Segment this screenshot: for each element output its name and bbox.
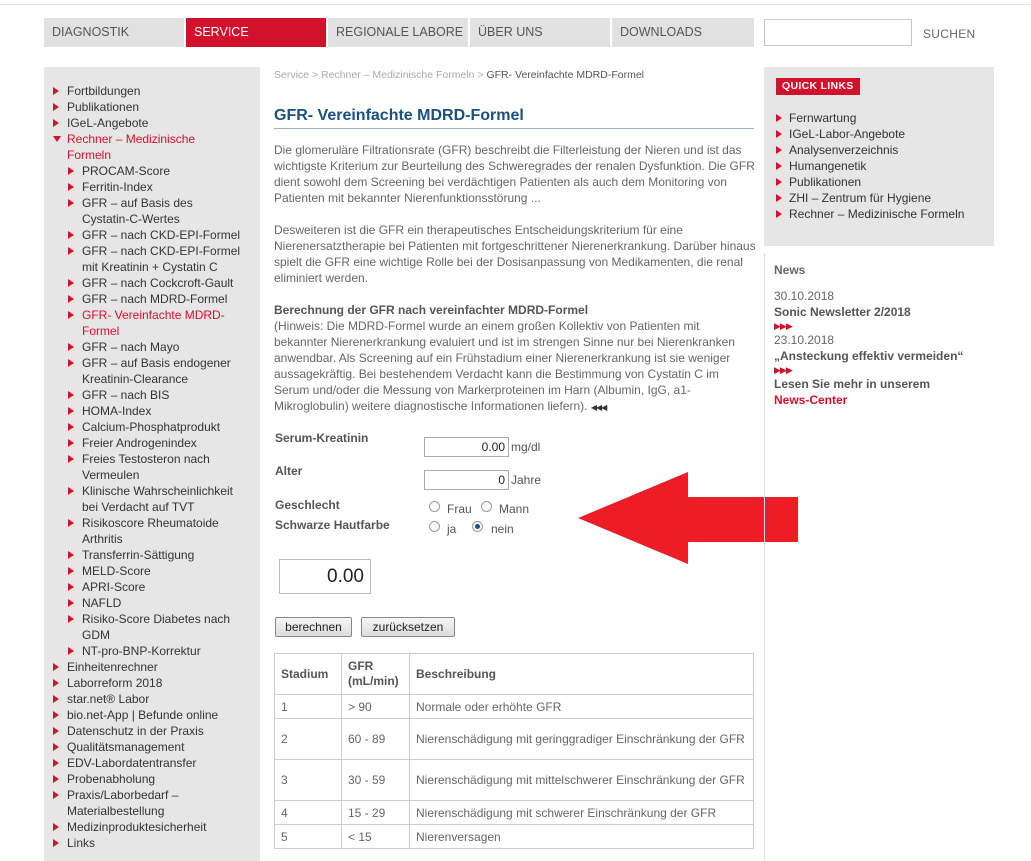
table-row: [275, 760, 754, 801]
creatinine-unit: mg/dl: [511, 440, 541, 454]
table-cell: > 90: [342, 695, 410, 719]
sidebar-item-edv[interactable]: EDV-Labordatentransfer: [53, 755, 253, 771]
sidebar-item-links[interactable]: Links: [53, 835, 253, 851]
table-cell: Nierenversagen: [410, 825, 754, 849]
bullet-arrow-icon: [68, 423, 74, 431]
gfr-stage-table: [274, 653, 754, 849]
bullet-arrow-icon: [68, 295, 74, 303]
sidebar-subitem-procam[interactable]: PROCAM-Score: [68, 163, 248, 179]
bullet-arrow-icon: [776, 194, 782, 202]
quick-link-publikationen[interactable]: Publikationen: [776, 174, 986, 190]
news-heading: News: [774, 263, 806, 277]
sex-radio-frau[interactable]: [429, 501, 440, 512]
sidebar-subitem-nafld[interactable]: NAFLD: [68, 595, 248, 611]
calculation-note-text: (Hinweis: Die MDRD-Formel wurde an einem großen Kollektiv von Patienten mit bekannter Nierenerkrankung evaluiert und ist im strengen Sinne nur bei Nierenkranken anwendbar. Als Screening auf ein Frühstadium einer Nierenerkrankung ist sie weniger aussagekräftig. Bei bestehendem Verdacht kann die Bestimmung von Cystatin C im Serum und/oder die Messung von Markerproteinen im Harn (Albumin, IgG, a1-Mikroglobulin) weitere diagnostische Informationen liefern).: [274, 319, 735, 413]
sidebar-subitem-gfr-mdrd[interactable]: GFR – nach MDRD-Formel: [68, 291, 248, 307]
bullet-arrow-icon: [53, 759, 59, 767]
bullet-arrow-icon: [68, 487, 74, 495]
bullet-arrow-icon: [68, 599, 74, 607]
sidebar-subitem-gfr-cystatin[interactable]: GFR – auf Basis des Cystatin-C-Wertes: [68, 195, 203, 227]
bullet-arrow-icon: [53, 119, 59, 127]
bullet-arrow-icon: [776, 210, 782, 218]
sidebar-item-igel-angebote[interactable]: IGeL-Angebote: [53, 115, 253, 131]
breadcrumb-current: GFR- Vereinfachte MDRD-Formel: [486, 69, 644, 81]
bullet-arrow-icon: [776, 178, 782, 186]
bullet-arrow-icon: [776, 114, 782, 122]
skin-radio-ja[interactable]: [429, 521, 440, 532]
bullet-arrow-icon: [53, 839, 59, 847]
sidebar-item-laborreform[interactable]: Laborreform 2018: [53, 675, 253, 691]
bullet-arrow-icon: [53, 87, 59, 95]
sidebar-subitem-ferritin[interactable]: Ferritin-Index: [68, 179, 248, 195]
expanded-arrow-icon: [53, 136, 61, 142]
bullet-arrow-icon: [53, 743, 59, 751]
reset-button[interactable]: zurücksetzen: [361, 617, 455, 637]
bullet-arrow-icon: [53, 663, 59, 671]
sidebar-subitem-gfr-vereinfacht-mdrd[interactable]: GFR- Vereinfachte MDRD-Formel: [68, 307, 228, 339]
back-arrows-icon[interactable]: ◀◀◀: [590, 403, 607, 412]
bullet-arrow-icon: [53, 727, 59, 735]
search-button[interactable]: SUCHEN: [923, 27, 976, 41]
sidebar-subitem-calcium-phosphat[interactable]: Calcium-Phosphatprodukt: [68, 419, 248, 435]
bullet-arrow-icon: [68, 247, 74, 255]
sidebar-subitem-transferrin[interactable]: Transferrin-Sättigung: [68, 547, 248, 563]
bullet-arrow-icon: [68, 439, 74, 447]
age-label: Alter: [275, 464, 303, 478]
bullet-arrow-icon: [68, 551, 74, 559]
sidebar-subitem-gfr-ckd-epi-cystatin[interactable]: GFR – nach CKD-EPI-Formel mit Kreatinin + Cystatin C: [68, 243, 248, 275]
sidebar-subitem-gfr-cockcroft[interactable]: GFR – nach Cockcroft-Gault: [68, 275, 248, 291]
creatinine-label: Serum-Kreatinin: [275, 431, 369, 445]
table-row: [275, 801, 754, 825]
table-cell: Nierenschädigung mit mittelschwerer Einschränkung der GFR: [410, 760, 754, 801]
table-header-row: [275, 654, 754, 695]
bullet-arrow-icon: [68, 343, 74, 351]
bullet-arrow-icon: [53, 695, 59, 703]
page-title: GFR- Vereinfachte MDRD-Formel: [274, 107, 524, 124]
calculate-button[interactable]: berechnen: [275, 617, 352, 637]
search-input[interactable]: [764, 19, 912, 46]
bullet-arrow-icon: [68, 647, 74, 655]
table-cell: 4: [275, 801, 342, 825]
sex-label: Geschlecht: [275, 498, 340, 512]
table-cell: < 15: [342, 825, 410, 849]
age-input[interactable]: 0: [424, 470, 509, 490]
bullet-arrow-icon: [68, 199, 74, 207]
table-cell: 15 - 29: [342, 801, 410, 825]
quick-links-box: [764, 67, 994, 246]
sidebar-subitem-nt-pro-bnp[interactable]: NT-pro-BNP-Korrektur: [68, 643, 248, 659]
bullet-arrow-icon: [53, 791, 59, 799]
news-divider: [764, 253, 765, 861]
table-cell: 5: [275, 825, 342, 849]
table-row: [275, 825, 754, 849]
sidebar-item-praxisbedarf[interactable]: Praxis/Laborbedarf – Materialbestellung: [53, 787, 203, 819]
table-header: Stadium: [275, 654, 342, 695]
bullet-arrow-icon: [68, 567, 74, 575]
breadcrumb-rechner[interactable]: Rechner – Medizinische Formeln: [321, 69, 475, 81]
left-arrow-icon: [576, 470, 800, 566]
sidebar-item-probenabholung[interactable]: Probenabholung: [53, 771, 253, 787]
quick-link-zhi[interactable]: ZHI – Zentrum für Hygiene: [776, 190, 986, 206]
sidebar-item-qualitaetsmanagement[interactable]: Qualitätsmanagement: [53, 739, 253, 755]
table-cell: 1: [275, 695, 342, 719]
more-arrows-icon[interactable]: ▶▶▶: [774, 321, 792, 331]
nav-tab-regionale-labore[interactable]: REGIONALE LABORE: [328, 18, 470, 47]
table-cell: Nierenschädigung mit schwerer Einschränkung der GFR: [410, 801, 754, 825]
table-row: [275, 695, 754, 719]
sidebar-item-rechner[interactable]: Rechner – Medizinische Formeln: [53, 131, 213, 163]
skin-color-label: Schwarze Hautfarbe: [275, 518, 390, 532]
bullet-arrow-icon: [68, 391, 74, 399]
sidebar-subitem-gfr-kreatinin-clearance[interactable]: GFR – auf Basis endogener Kreatinin-Clearance: [68, 355, 248, 387]
table-cell: Normale oder erhöhte GFR: [410, 695, 754, 719]
bullet-arrow-icon: [68, 583, 74, 591]
sidebar-subitem-rheumatoide-arthritis[interactable]: Risikoscore Rheumatoide Arthritis: [68, 515, 238, 547]
news-center-link[interactable]: News-Center: [774, 393, 848, 407]
bullet-arrow-icon: [53, 823, 59, 831]
sex-option-frau: Frau: [447, 502, 472, 516]
news-footer-text: Lesen Sie mehr in unserem: [774, 377, 931, 391]
age-unit: Jahre: [511, 473, 542, 487]
sidebar-subitem-tvt[interactable]: Klinische Wahrscheinlichkeit bei Verdacht auf TVT: [68, 483, 248, 515]
sidebar-subitem-gfr-bis[interactable]: GFR – nach BIS: [68, 387, 248, 403]
sidebar-item-medizinprodukte[interactable]: Medizinproduktesicherheit: [53, 819, 253, 835]
bullet-arrow-icon: [68, 359, 74, 367]
title-divider: [274, 128, 754, 129]
sex-radio-mann[interactable]: [481, 501, 492, 512]
bullet-arrow-icon: [53, 103, 59, 111]
bullet-arrow-icon: [68, 615, 74, 623]
table-cell: 60 - 89: [342, 719, 410, 760]
more-arrows-icon[interactable]: ▶▶▶: [774, 365, 792, 375]
breadcrumb: [274, 69, 644, 81]
creatinine-input[interactable]: 0.00: [424, 437, 509, 457]
sidebar-navigation: [44, 67, 260, 861]
bullet-arrow-icon: [68, 279, 74, 287]
table-cell: 30 - 59: [342, 760, 410, 801]
intro-paragraph-1: Die glomeruläre Filtrationsrate (GFR) beschreibt die Filterleistung der Nieren und ist das wichtigste Kriterium zur Beurteilung des Schweregrades der renalen Dysfunktion. Die GFR dient sowohl dem Screening bei verdächtigen Patienten als auch dem Monitoring von Patienten mit bekannter Nierenfunktionsstörung ...: [274, 143, 755, 205]
sidebar-subitem-apri[interactable]: APRI-Score: [68, 579, 248, 595]
news-date: 30.10.2018: [774, 289, 835, 303]
table-header: GFR (mL/min): [342, 654, 410, 695]
calculation-note: [274, 302, 756, 416]
skin-option-nein: nein: [491, 522, 514, 536]
sidebar-item-einheitenrechner[interactable]: Einheitenrechner: [53, 659, 253, 675]
skin-option-ja: ja: [447, 522, 457, 536]
sidebar-subitem-meld[interactable]: MELD-Score: [68, 563, 248, 579]
sidebar-item-bio-net-app[interactable]: bio.net-App | Befunde online: [53, 707, 253, 723]
sidebar-item-datenschutz[interactable]: Datenschutz in der Praxis: [53, 723, 253, 739]
nav-tab-service[interactable]: SERVICE: [186, 18, 328, 47]
quick-link-igel-labor[interactable]: IGeL-Labor-Angebote: [776, 126, 986, 142]
news-title[interactable]: Sonic Newsletter 2/2018: [774, 305, 911, 319]
sidebar-subitem-testosteron[interactable]: Freies Testosteron nach Vermeulen: [68, 451, 248, 483]
bullet-arrow-icon: [68, 519, 74, 527]
news-title[interactable]: „Ansteckung effektiv vermeiden“: [774, 349, 964, 363]
bullet-arrow-icon: [68, 455, 74, 463]
bullet-arrow-icon: [53, 775, 59, 783]
intro-paragraph-2: Desweiteren ist die GFR ein therapeutisches Entscheidungskriterium für eine Nierenersatztherapie bei Patienten mit fortgeschrittener Nierenerkrankung. Darüber hinaus spielt die GFR eine wichtige Rolle bei der Dosisanpassung von Medikamenten, die renal eliminiert werden.: [274, 223, 756, 285]
nav-tab-downloads[interactable]: DOWNLOADS: [620, 25, 702, 39]
quick-link-humangenetik[interactable]: Humangenetik: [776, 158, 986, 174]
sidebar-item-publikationen[interactable]: Publikationen: [53, 99, 253, 115]
nav-tab-ueber-uns[interactable]: ÜBER UNS: [470, 18, 612, 47]
bullet-arrow-icon: [776, 130, 782, 138]
bullet-arrow-icon: [68, 311, 74, 319]
nav-tab-diagnostik[interactable]: DIAGNOSTIK: [44, 18, 186, 47]
table-cell: 3: [275, 760, 342, 801]
table-header: Beschreibung: [410, 654, 754, 695]
breadcrumb-service[interactable]: Service: [274, 69, 310, 81]
top-border: [0, 0, 1031, 5]
bullet-arrow-icon: [53, 679, 59, 687]
bullet-arrow-icon: [776, 146, 782, 154]
sidebar-subitem-gfr-ckd-epi[interactable]: GFR – nach CKD-EPI-Formel: [68, 227, 248, 243]
breadcrumb-separator: >: [311, 69, 319, 81]
bullet-arrow-icon: [68, 167, 74, 175]
sidebar-subitem-diabetes-gdm[interactable]: Risiko-Score Diabetes nach GDM: [68, 611, 248, 643]
result-field: 0.00: [279, 559, 371, 594]
bullet-arrow-icon: [53, 711, 59, 719]
sex-option-mann: Mann: [499, 502, 530, 516]
skin-radio-nein[interactable]: [472, 521, 483, 532]
quick-links-title: QUICK LINKS: [776, 78, 860, 95]
table-row: [275, 719, 754, 760]
main-navigation: [44, 18, 754, 47]
sidebar-subitem-gfr-mayo[interactable]: GFR – nach Mayo: [68, 339, 248, 355]
bullet-arrow-icon: [68, 183, 74, 191]
quick-link-rechner[interactable]: Rechner – Medizinische Formeln: [776, 206, 986, 222]
sidebar-item-star-net[interactable]: star.net® Labor: [53, 691, 253, 707]
bullet-arrow-icon: [68, 231, 74, 239]
news-date: 23.10.2018: [774, 333, 835, 347]
sidebar-item-fortbildungen[interactable]: Fortbildungen: [53, 83, 253, 99]
bullet-arrow-icon: [68, 407, 74, 415]
quick-link-analysenverzeichnis[interactable]: Analysenverzeichnis: [776, 142, 986, 158]
breadcrumb-separator: >: [477, 69, 484, 81]
table-cell: 2: [275, 719, 342, 760]
sidebar-subitem-homa[interactable]: HOMA-Index: [68, 403, 248, 419]
sidebar-subitem-androgenindex[interactable]: Freier Androgenindex: [68, 435, 248, 451]
calculation-heading: Berechnung der GFR nach vereinfachter MDRD-Formel: [274, 303, 589, 317]
quick-link-fernwartung[interactable]: Fernwartung: [776, 110, 986, 126]
bullet-arrow-icon: [776, 162, 782, 170]
table-cell: Nierenschädigung mit geringgradiger Einschränkung der GFR: [410, 719, 754, 760]
